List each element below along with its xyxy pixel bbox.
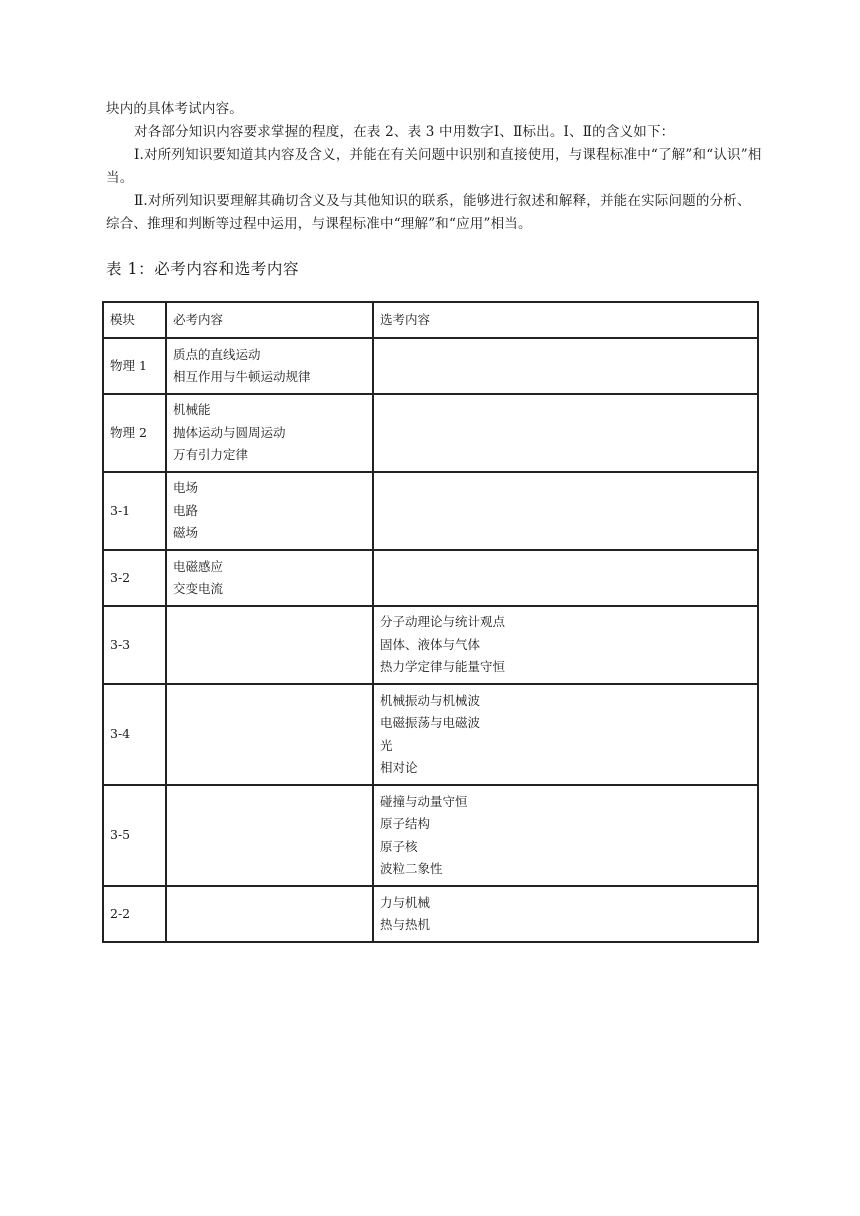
table-row xyxy=(103,394,758,472)
module-cell: 2-2 xyxy=(103,886,166,942)
elective-item: 光 xyxy=(380,737,393,753)
table-row xyxy=(103,606,758,684)
elective-cell xyxy=(373,338,758,394)
required-cell xyxy=(166,606,373,684)
elective-item: 碰撞与动量守恒 xyxy=(380,793,468,809)
table-row xyxy=(103,785,758,886)
paragraph-level-2: Ⅱ.对所列知识要理解其确切含义及与其他知识的联系，能够进行叙述和解释，并能在实际问题的分析、综合、推理和判断等过程中运用，与课程标准中“理解”和“应用”相当。 xyxy=(106,193,751,232)
required-cell xyxy=(166,338,373,394)
required-item: 磁场 xyxy=(173,525,199,541)
elective-cell xyxy=(373,606,758,684)
table-title: 表 1：必考内容和选考内容 xyxy=(106,260,300,278)
elective-cell xyxy=(373,684,758,785)
elective-item: 电磁振荡与电磁波 xyxy=(380,715,481,730)
paragraph-continuation: 块内的具体考试内容。 xyxy=(106,101,243,117)
module-cell: 3-1 xyxy=(103,472,166,550)
required-item: 万有引力定律 xyxy=(173,447,249,463)
module-cell: 物理 2 xyxy=(103,394,166,472)
module-cell: 3-2 xyxy=(103,550,166,606)
elective-cell xyxy=(373,394,758,472)
required-item: 抛体运动与圆周运动 xyxy=(173,424,286,440)
elective-item: 力与机械 xyxy=(380,894,431,910)
required-item: 机械能 xyxy=(173,402,211,418)
elective-item: 固体、液体与气体 xyxy=(380,636,481,652)
elective-item: 热与热机 xyxy=(380,917,431,932)
module-cell: 物理 1 xyxy=(103,338,166,394)
required-cell xyxy=(166,394,373,472)
table-row xyxy=(103,684,758,785)
required-cell xyxy=(166,684,373,785)
content-table xyxy=(102,301,759,943)
elective-item: 机械振动与机械波 xyxy=(380,692,481,708)
required-item: 交变电流 xyxy=(173,581,224,596)
table-row xyxy=(103,550,758,606)
required-item: 电场 xyxy=(173,480,199,496)
required-cell xyxy=(166,886,373,942)
required-item: 相互作用与牛顿运动规律 xyxy=(173,369,311,384)
module-cell: 3-5 xyxy=(103,785,166,886)
header-required: 必考内容 xyxy=(166,302,373,338)
paragraph-proficiency-levels: 对各部分知识内容要求掌握的程度，在表 2、表 3 中用数字Ⅰ、Ⅱ标出。Ⅰ、Ⅱ的含义如下： xyxy=(134,124,675,140)
module-cell: 3-4 xyxy=(103,684,166,785)
module-cell: 3-3 xyxy=(103,606,166,684)
required-item: 电磁感应 xyxy=(173,558,224,574)
table-row xyxy=(103,886,758,942)
elective-cell xyxy=(373,472,758,550)
required-cell xyxy=(166,472,373,550)
table-row xyxy=(103,472,758,550)
required-cell xyxy=(166,550,373,606)
elective-cell xyxy=(373,785,758,886)
elective-item: 分子动理论与统计观点 xyxy=(380,614,506,630)
paragraph-level-1: Ⅰ.对所列知识要知道其内容及含义，并能在有关问题中识别和直接使用，与课程标准中“了解”和“认识”相当。 xyxy=(106,147,762,186)
elective-item: 热力学定律与能量守恒 xyxy=(380,659,506,675)
elective-cell xyxy=(373,886,758,942)
elective-item: 原子核 xyxy=(380,838,418,854)
table-header-row xyxy=(103,302,758,338)
required-cell xyxy=(166,785,373,886)
elective-cell xyxy=(373,550,758,606)
header-elective: 选考内容 xyxy=(373,302,758,338)
required-item: 电路 xyxy=(173,502,199,518)
elective-item: 原子结构 xyxy=(380,816,431,831)
elective-item: 相对论 xyxy=(380,760,418,775)
elective-item: 波粒二象性 xyxy=(380,861,443,876)
header-module: 模块 xyxy=(103,302,166,338)
table-row xyxy=(103,338,758,394)
required-item: 质点的直线运动 xyxy=(173,346,261,362)
